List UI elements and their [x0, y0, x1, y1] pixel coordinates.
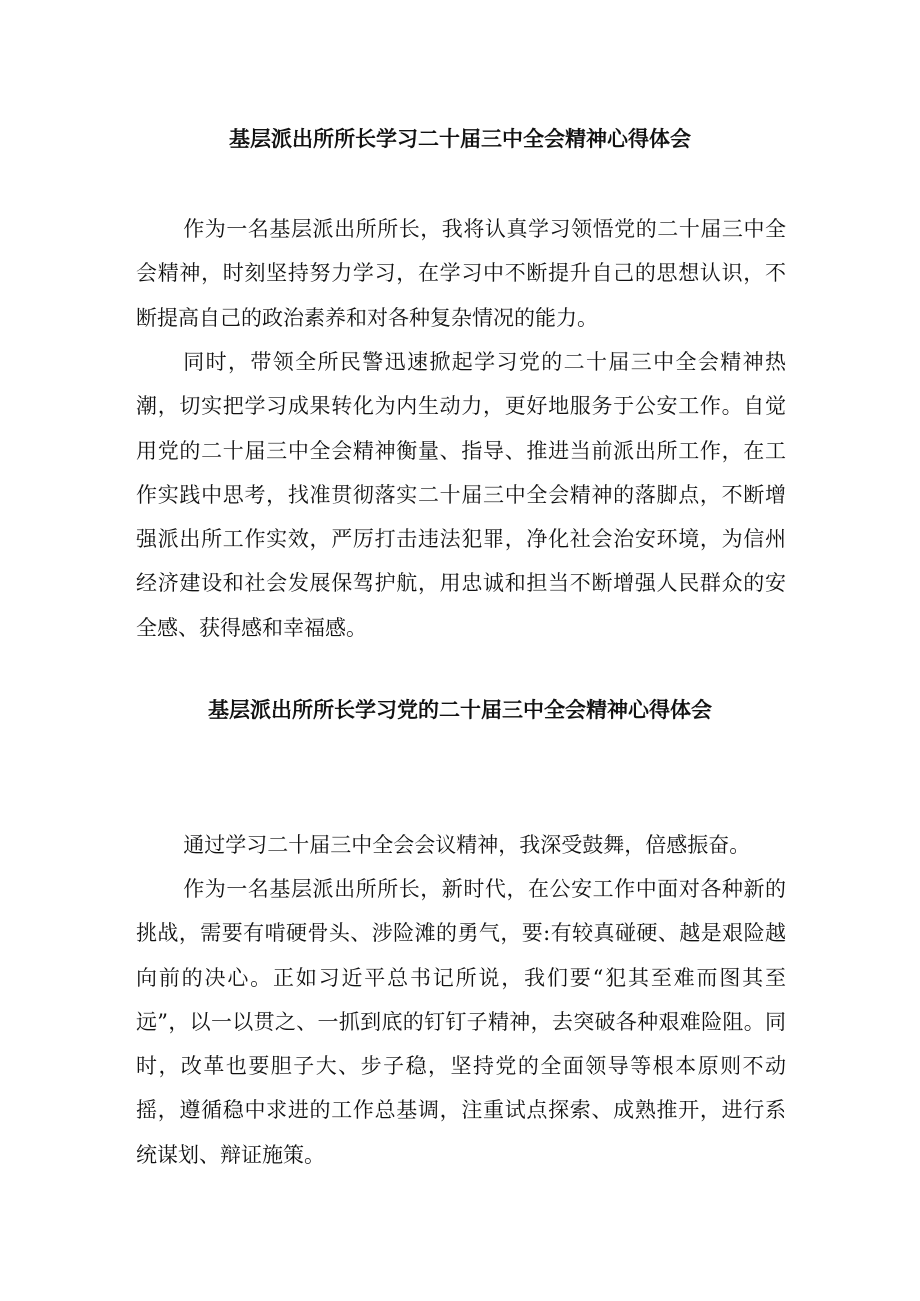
- section-1-title: 基层派出所所长学习二十届三中全会精神心得体会: [229, 127, 691, 151]
- section-2-paragraph-2: 作为一名基层派出所所长，新时代，在公安工作中面对各种新的挑战，需要有啃硬骨头、涉险滩的勇气，要:有较真碰硬、越是艰险越向前的决心。正如习近平总书记所说，我们要“犯其至难而图其至远”，以一以贯之、一抓到底的钉钉子精神，去突破各种艰难险阻。同时，改革也要胆子大、步子稳，坚持党的全面领导等根本原则不动摇，遵循稳中求进的工作总基调，注重试点探索、成熟推开，进行系统谋划、辩证施策。: [136, 877, 786, 1167]
- section-1-paragraph-1: 作为一名基层派出所所长，我将认真学习领悟党的二十届三中全会精神，时刻坚持努力学习，在学习中不断提升自己的思想认识，不断提高自己的政治素养和对各种复杂情况的能力。: [136, 217, 786, 330]
- section-1-paragraph-2: 同时，带领全所民警迅速掀起学习党的二十届三中全会精神热潮，切实把学习成果转化为内生动力，更好地服务于公安工作。自觉用党的二十届三中全会精神衡量、指导、推进当前派出所工作，在工作实践中思考，找准贯彻落实二十届三中全会精神的落脚点，不断增强派出所工作实效，严厉打击违法犯罪，净化社会治安环境，为信州经济建设和社会发展保驾护航，用忠诚和担当不断增强人民群众的安全感、获得感和幸福感。: [136, 350, 786, 640]
- section-2-paragraph-1: 通过学习二十届三中全会会议精神，我深受鼓舞，倍感振奋。: [183, 833, 751, 857]
- section-2-title: 基层派出所所长学习党的二十届三中全会精神心得体会: [208, 698, 712, 722]
